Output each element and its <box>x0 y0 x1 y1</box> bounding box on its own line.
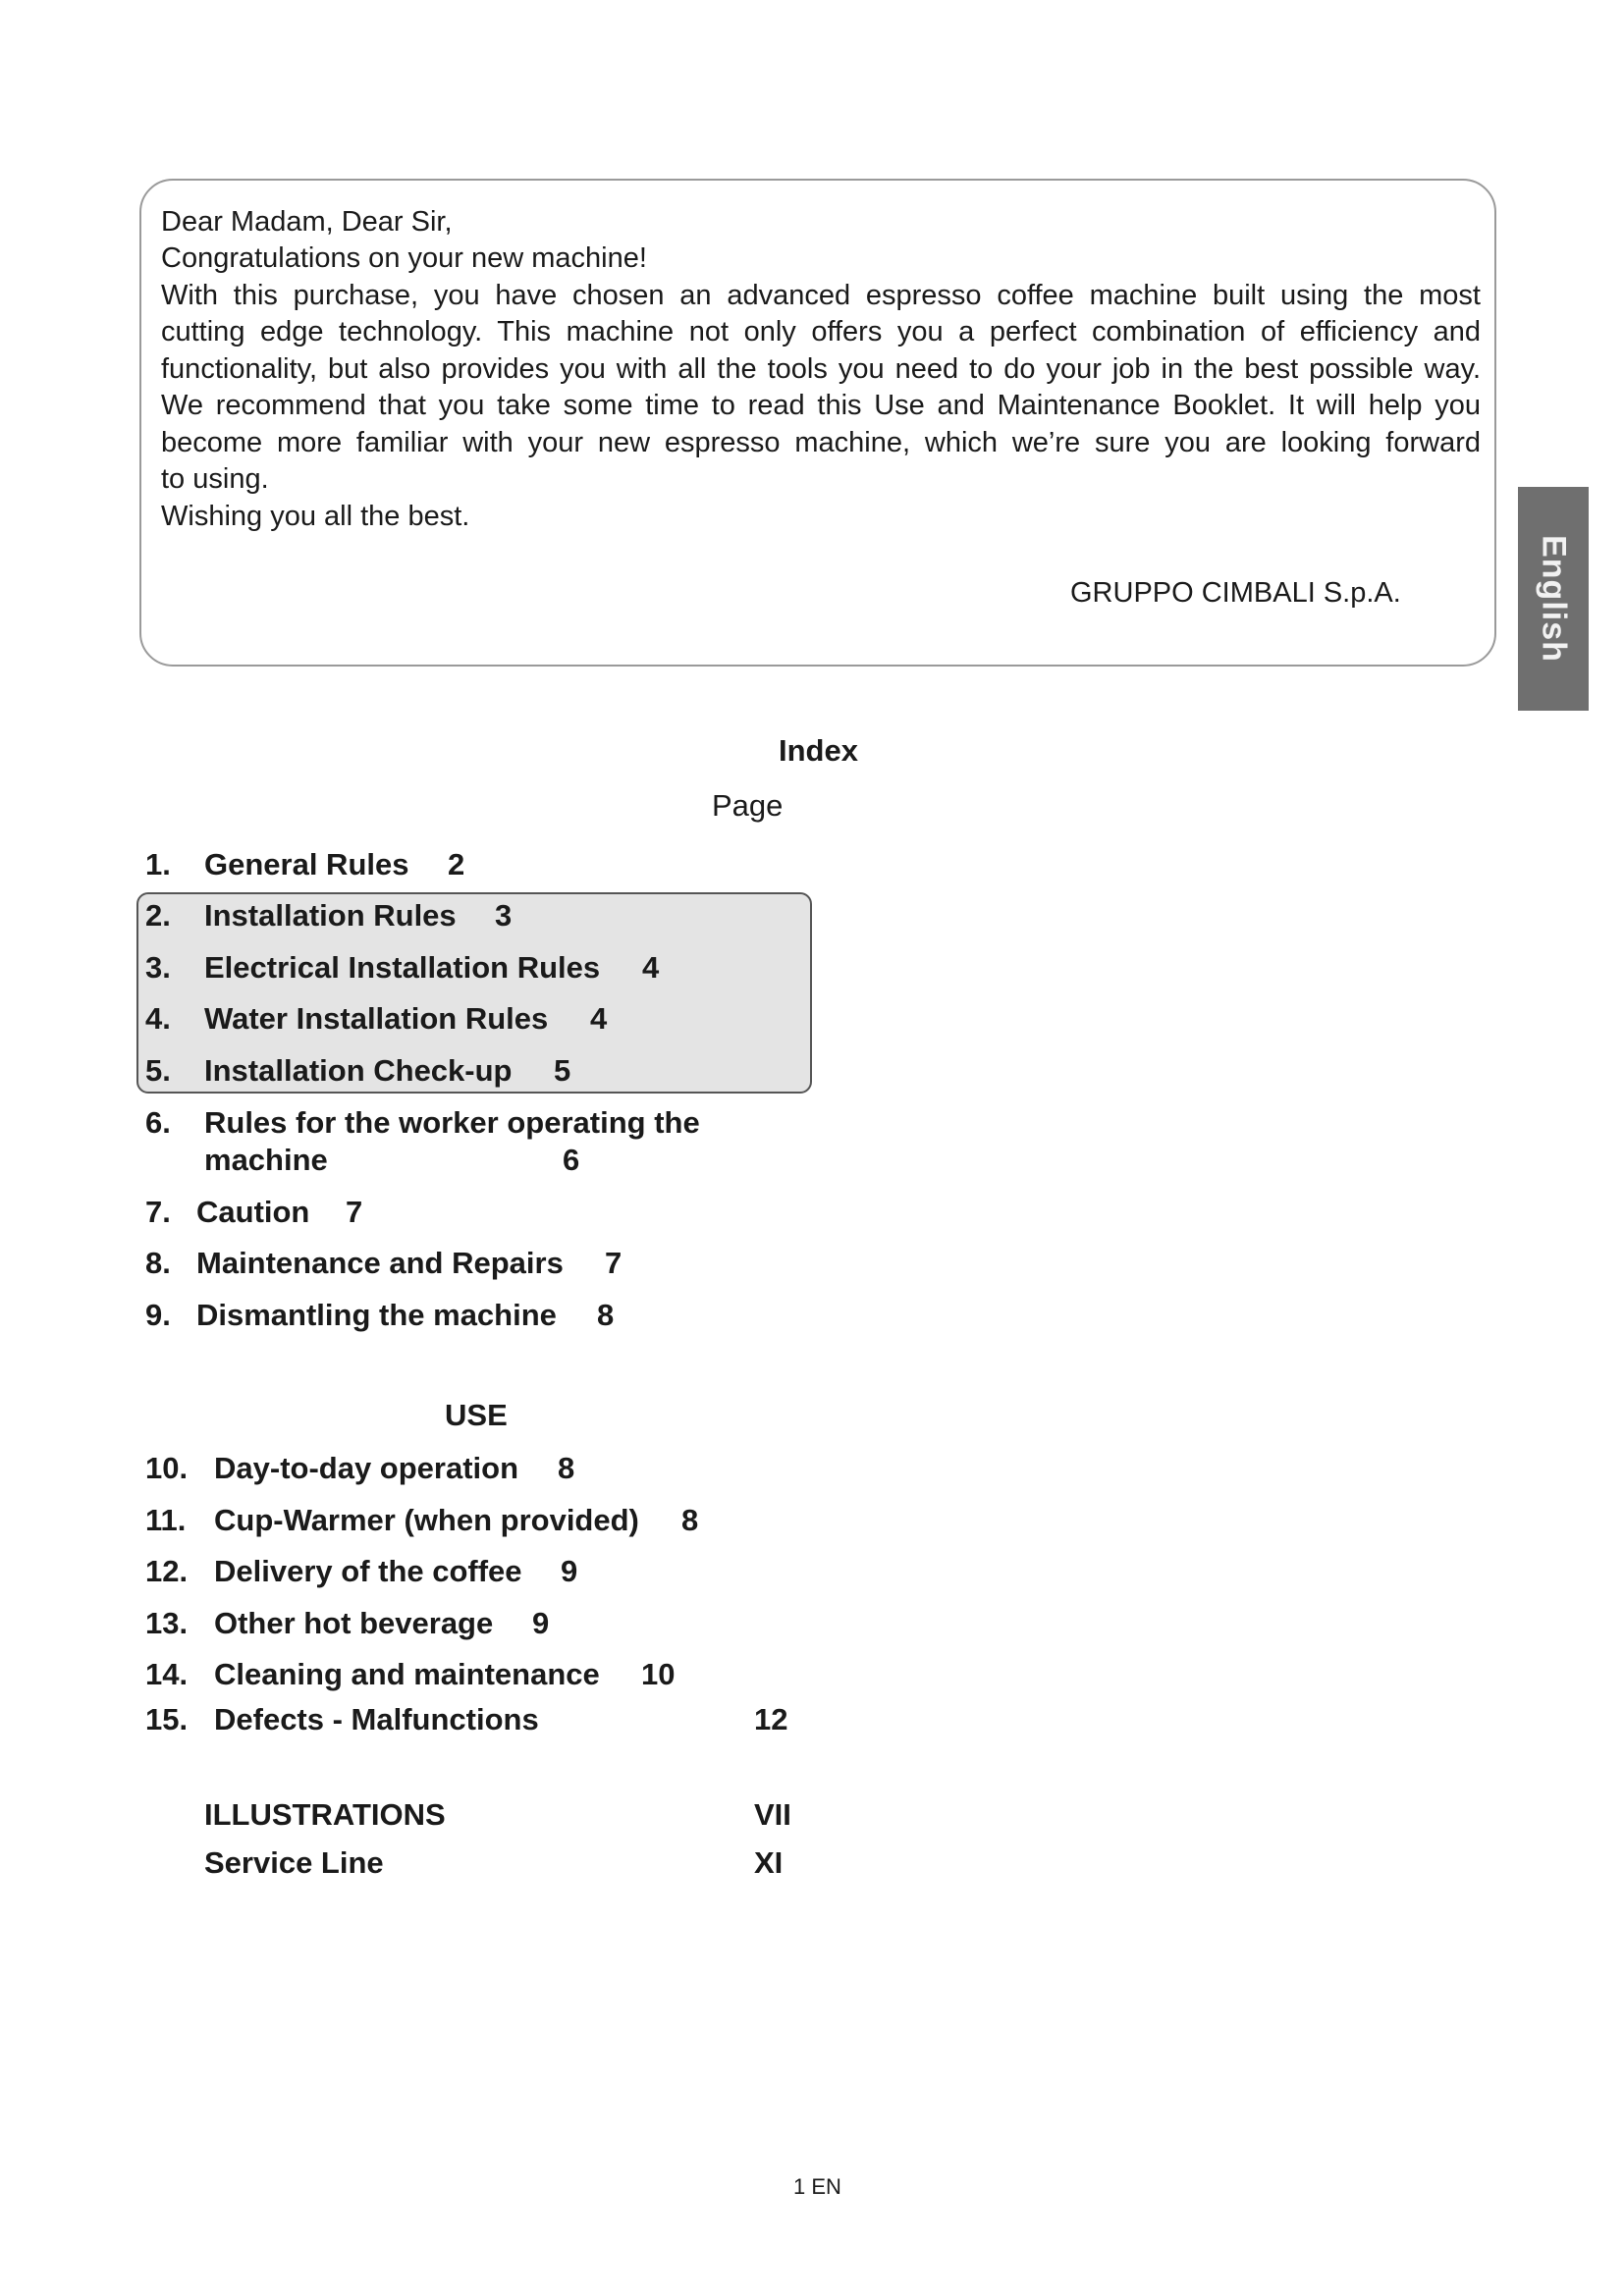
language-tab-label: English <box>1535 535 1573 663</box>
toc-item-page: 6 <box>563 1143 580 1177</box>
toc-item-page: 7 <box>605 1246 623 1280</box>
toc-item-page: 8 <box>558 1451 575 1485</box>
toc-item-num: 9. <box>145 1298 171 1332</box>
toc-item-page: 3 <box>495 898 513 933</box>
toc-item-page: 9 <box>532 1606 550 1640</box>
letter-congrats: Congratulations on your new machine! <box>161 242 647 274</box>
toc-extra-page: VII <box>754 1797 791 1832</box>
toc-item-num: 5. <box>145 1053 171 1088</box>
toc-item-page: 10 <box>641 1657 676 1691</box>
toc-item-num: 10. <box>145 1451 189 1485</box>
use-section-title: USE <box>445 1398 508 1432</box>
toc-item-label: Dismantling the machine <box>196 1298 557 1332</box>
toc-item-label: Defects - Malfunctions <box>214 1702 539 1736</box>
toc-item-label: Water Installation Rules <box>204 1001 549 1036</box>
letter-closing: Wishing you all the best. <box>161 501 470 532</box>
letter-body-last: to using. <box>161 463 269 495</box>
toc-item-label: Other hot beverage <box>214 1606 494 1640</box>
toc-item-num: 8. <box>145 1246 171 1280</box>
letter-greeting: Dear Madam, Dear Sir, <box>161 206 453 238</box>
letter-body-line: become more familiar with your new espresso machine, which we’re sure you are looking forward <box>161 427 1481 458</box>
toc-item-num: 13. <box>145 1606 189 1640</box>
letter-body-line: We recommend that you take some time to read this Use and Maintenance Booklet. It will help you <box>161 390 1481 421</box>
toc-item-label: Installation Rules <box>204 898 457 933</box>
toc-extra-label: ILLUSTRATIONS <box>204 1797 446 1832</box>
letter-signature: GRUPPO CIMBALI S.p.A. <box>1070 577 1401 609</box>
toc-item-num: 3. <box>145 950 171 985</box>
toc-item-page: 9 <box>561 1554 578 1588</box>
toc-item-label: Maintenance and Repairs <box>196 1246 564 1280</box>
index-title: Index <box>779 733 858 768</box>
toc-item-num: 4. <box>145 1001 171 1036</box>
toc-item-label: Delivery of the coffee <box>214 1554 522 1588</box>
toc-item-label: Day-to-day operation <box>214 1451 519 1485</box>
toc-extra-page: XI <box>754 1845 784 1880</box>
toc-item-label: Installation Check-up <box>204 1053 513 1088</box>
toc-item-num: 11. <box>145 1503 187 1537</box>
toc-item-label: Rules for the worker operating the <box>204 1105 700 1140</box>
toc-item-num: 1. <box>145 847 171 881</box>
toc-extra-label: Service Line <box>204 1845 384 1880</box>
page-column-header: Page <box>712 788 784 823</box>
language-tab <box>1518 487 1589 711</box>
toc-item-label: General Rules <box>204 847 409 881</box>
letter-body-line: functionality, but also provides you with all the tools you need to do your job in the best possible way. <box>161 353 1481 385</box>
toc-item-label: machine <box>204 1143 328 1177</box>
toc-item-page: 8 <box>681 1503 699 1537</box>
page-footer: 1 EN <box>793 2174 841 2199</box>
toc-item-page: 8 <box>597 1298 615 1332</box>
letter-body-line: cutting edge technology. This machine not only offers you a perfect combination of efficiency and <box>161 316 1481 347</box>
toc-item-label: Electrical Installation Rules <box>204 950 601 985</box>
toc-item-page: 7 <box>346 1195 363 1229</box>
toc-item-num: 15. <box>145 1702 189 1736</box>
toc-item-page: 4 <box>590 1001 608 1036</box>
toc-item-num: 14. <box>145 1657 189 1691</box>
toc-item-label: Caution <box>196 1195 310 1229</box>
toc-item-label: Cup-Warmer (when provided) <box>214 1503 639 1537</box>
toc-item-page: 12 <box>754 1702 788 1736</box>
toc-item-num: 2. <box>145 898 171 933</box>
toc-item-num: 6. <box>145 1105 171 1140</box>
toc-item-num: 7. <box>145 1195 171 1229</box>
letter-body-line: With this purchase, you have chosen an advanced espresso coffee machine built using the most <box>161 280 1481 311</box>
toc-item-label: Cleaning and maintenance <box>214 1657 600 1691</box>
toc-item-page: 5 <box>554 1053 571 1088</box>
toc-item-page: 2 <box>448 847 465 881</box>
toc-item-num: 12. <box>145 1554 189 1588</box>
toc-item-page: 4 <box>642 950 660 985</box>
